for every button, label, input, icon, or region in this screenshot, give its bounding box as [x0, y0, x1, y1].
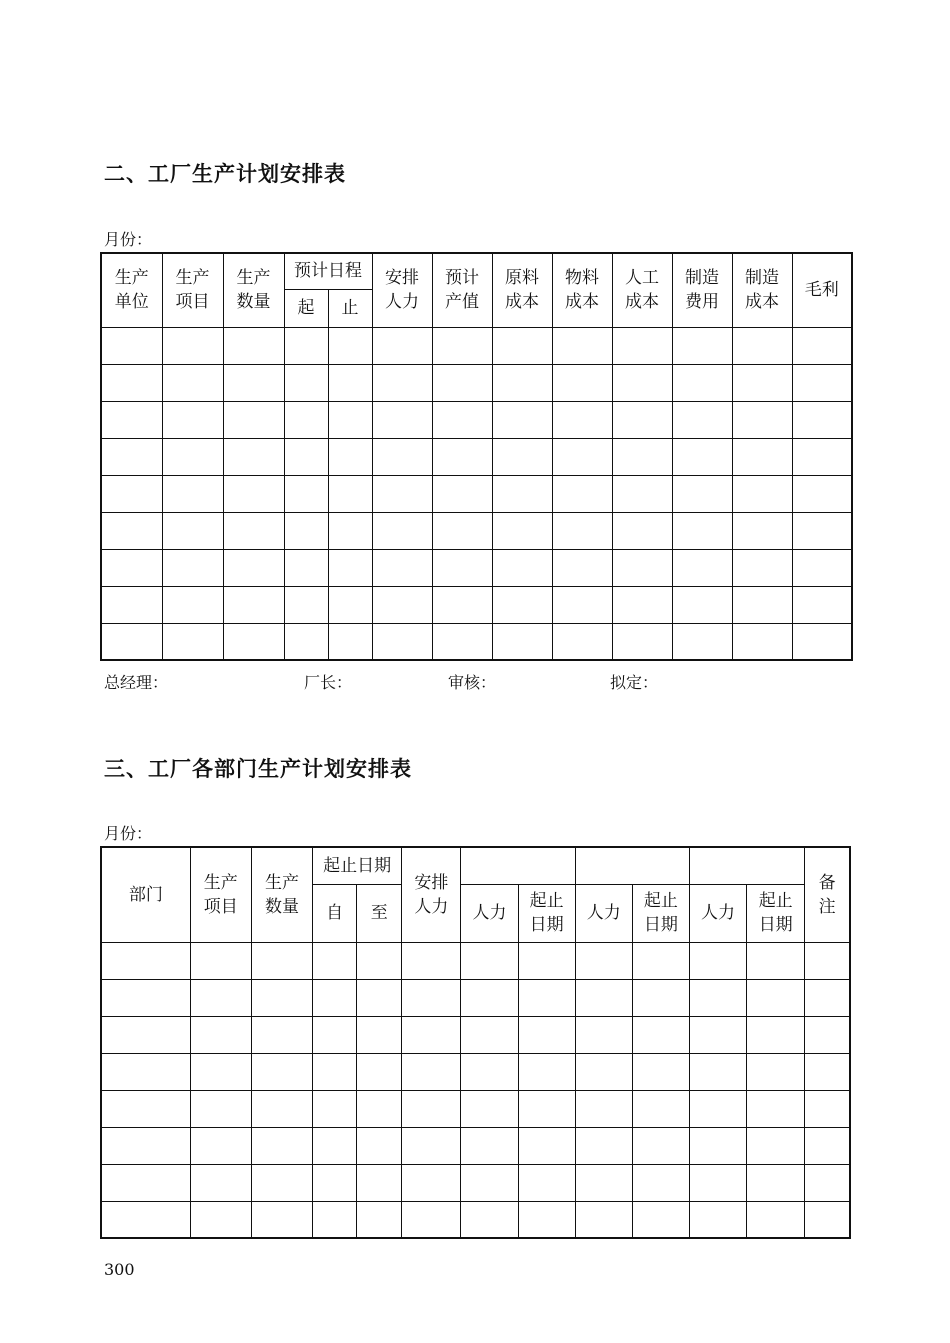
header-to: 至	[357, 884, 402, 942]
table-cell[interactable]	[101, 586, 162, 623]
table-cell[interactable]	[672, 327, 732, 364]
table-cell[interactable]	[223, 549, 284, 586]
table-cell[interactable]	[101, 401, 162, 438]
table-cell[interactable]	[402, 1016, 461, 1053]
page-number: 300	[104, 1260, 135, 1279]
table-cell[interactable]	[792, 623, 852, 660]
table-cell[interactable]	[518, 1127, 575, 1164]
header-end: 止	[328, 289, 372, 327]
table-cell[interactable]	[492, 401, 552, 438]
table-cell[interactable]	[251, 1016, 312, 1053]
table-cell[interactable]	[612, 438, 672, 475]
table-cell[interactable]	[518, 942, 575, 979]
table-cell[interactable]	[223, 623, 284, 660]
table-cell[interactable]	[313, 942, 357, 979]
table-cell[interactable]	[101, 438, 162, 475]
production-plan-table	[100, 252, 853, 661]
table-cell[interactable]	[632, 1053, 689, 1090]
table-cell[interactable]	[492, 549, 552, 586]
table-cell[interactable]	[492, 512, 552, 549]
table-cell[interactable]	[357, 942, 402, 979]
table-cell[interactable]	[747, 1090, 805, 1127]
table-cell[interactable]	[805, 1164, 850, 1201]
table-cell[interactable]	[313, 1127, 357, 1164]
signature-draft: 拟定：	[610, 673, 659, 692]
table-cell[interactable]	[747, 1201, 805, 1238]
table-row	[101, 512, 852, 549]
table-cell[interactable]	[357, 1201, 402, 1238]
table-cell[interactable]	[805, 1016, 850, 1053]
table-cell[interactable]	[518, 1164, 575, 1201]
table-cell[interactable]	[612, 327, 672, 364]
table-cell[interactable]	[575, 979, 632, 1016]
table-row	[101, 549, 852, 586]
table-cell[interactable]	[612, 549, 672, 586]
table-cell[interactable]	[612, 512, 672, 549]
table-cell[interactable]	[689, 1127, 746, 1164]
table-cell[interactable]	[357, 1053, 402, 1090]
table-cell[interactable]	[612, 364, 672, 401]
table-cell[interactable]	[190, 1053, 251, 1090]
table-cell[interactable]	[284, 549, 328, 586]
table-cell[interactable]	[162, 475, 223, 512]
table-cell[interactable]	[357, 1016, 402, 1053]
table-cell[interactable]	[372, 475, 432, 512]
table-cell[interactable]	[432, 364, 492, 401]
table-cell[interactable]	[461, 1090, 518, 1127]
table-cell[interactable]	[612, 401, 672, 438]
table-cell[interactable]	[672, 586, 732, 623]
table-cell[interactable]	[372, 401, 432, 438]
table-cell[interactable]	[101, 623, 162, 660]
table-cell[interactable]	[805, 1127, 850, 1164]
table-cell[interactable]	[461, 1127, 518, 1164]
table-cell[interactable]	[402, 1053, 461, 1090]
table-cell[interactable]	[402, 1201, 461, 1238]
table-cell[interactable]	[402, 1127, 461, 1164]
table-cell[interactable]	[632, 1016, 689, 1053]
table-cell[interactable]	[575, 1016, 632, 1053]
table-cell[interactable]	[328, 512, 372, 549]
table-cell[interactable]	[190, 1127, 251, 1164]
table-cell[interactable]	[284, 401, 328, 438]
table-cell[interactable]	[518, 979, 575, 1016]
table-cell[interactable]	[313, 1201, 357, 1238]
table-cell[interactable]	[792, 401, 852, 438]
table-row	[101, 979, 850, 1016]
table-cell[interactable]	[432, 623, 492, 660]
table-cell[interactable]	[223, 401, 284, 438]
table-cell[interactable]	[672, 512, 732, 549]
table-cell[interactable]	[372, 512, 432, 549]
table-cell[interactable]	[461, 1016, 518, 1053]
table-cell[interactable]	[461, 1053, 518, 1090]
table-row	[101, 1127, 850, 1164]
table-cell[interactable]	[432, 512, 492, 549]
table-cell[interactable]	[372, 438, 432, 475]
table-cell[interactable]	[552, 623, 612, 660]
table-cell[interactable]	[162, 438, 223, 475]
table-cell[interactable]	[328, 623, 372, 660]
table-cell[interactable]	[792, 586, 852, 623]
section2-month-label: 月份：	[104, 230, 153, 249]
table-cell[interactable]	[672, 623, 732, 660]
table-cell[interactable]	[747, 1053, 805, 1090]
table-cell[interactable]	[461, 1201, 518, 1238]
table-cell[interactable]	[357, 1127, 402, 1164]
section2-title: 二、工厂生产计划安排表	[104, 162, 346, 186]
table-row	[101, 327, 852, 364]
table-cell[interactable]	[575, 1090, 632, 1127]
table-cell[interactable]	[251, 1090, 312, 1127]
table-cell[interactable]	[689, 1016, 746, 1053]
table-cell[interactable]	[101, 1090, 190, 1127]
table-cell[interactable]	[732, 586, 792, 623]
table-cell[interactable]	[162, 364, 223, 401]
header-dept-production-qty: 生产数量	[251, 847, 312, 942]
table-cell[interactable]	[805, 942, 850, 979]
table-cell[interactable]	[101, 512, 162, 549]
table-cell[interactable]	[251, 1164, 312, 1201]
header-material-cost: 原料成本	[492, 253, 552, 327]
table-cell[interactable]	[432, 401, 492, 438]
signature-factory-director: 厂长：	[304, 673, 353, 692]
table-cell[interactable]	[101, 327, 162, 364]
table-row	[101, 942, 850, 979]
header-manpower-1: 人力	[461, 884, 518, 942]
table-cell[interactable]	[284, 364, 328, 401]
table-cell[interactable]	[747, 1164, 805, 1201]
table-cell[interactable]	[792, 364, 852, 401]
table-cell[interactable]	[251, 1053, 312, 1090]
table-cell[interactable]	[402, 942, 461, 979]
table-cell[interactable]	[101, 1164, 190, 1201]
table-cell[interactable]	[632, 1201, 689, 1238]
table-row	[101, 401, 852, 438]
table-cell[interactable]	[223, 364, 284, 401]
table-cell[interactable]	[805, 979, 850, 1016]
header-start: 起	[284, 289, 328, 327]
table-cell[interactable]	[432, 438, 492, 475]
table-cell[interactable]	[162, 623, 223, 660]
table-cell[interactable]	[313, 979, 357, 1016]
header-mfg-cost: 制造成本	[732, 253, 792, 327]
table-cell[interactable]	[518, 1201, 575, 1238]
table-cell[interactable]	[672, 475, 732, 512]
header-department: 部门	[101, 847, 190, 942]
table-cell[interactable]	[357, 1090, 402, 1127]
table-cell[interactable]	[805, 1053, 850, 1090]
table-cell[interactable]	[284, 512, 328, 549]
table-cell[interactable]	[223, 438, 284, 475]
section3-month-label: 月份：	[104, 824, 153, 843]
table-cell[interactable]	[732, 364, 792, 401]
table-cell[interactable]	[672, 364, 732, 401]
table-cell[interactable]	[223, 475, 284, 512]
header-from: 自	[313, 884, 357, 942]
table-cell[interactable]	[432, 549, 492, 586]
table-cell[interactable]	[223, 327, 284, 364]
table-cell[interactable]	[251, 1127, 312, 1164]
table-cell[interactable]	[372, 549, 432, 586]
table-cell[interactable]	[575, 1127, 632, 1164]
table-cell[interactable]	[190, 1090, 251, 1127]
table-cell[interactable]	[190, 942, 251, 979]
table-cell[interactable]	[101, 475, 162, 512]
table-cell[interactable]	[101, 942, 190, 979]
table-cell[interactable]	[101, 979, 190, 1016]
table-row	[101, 1016, 850, 1053]
table-cell[interactable]	[805, 1090, 850, 1127]
table-cell[interactable]	[552, 327, 612, 364]
table-cell[interactable]	[492, 438, 552, 475]
table-cell[interactable]	[313, 1053, 357, 1090]
table-cell[interactable]	[492, 327, 552, 364]
table-cell[interactable]	[732, 549, 792, 586]
table-cell[interactable]	[162, 549, 223, 586]
table-cell[interactable]	[223, 586, 284, 623]
table-cell[interactable]	[632, 1164, 689, 1201]
table-cell[interactable]	[284, 438, 328, 475]
table-cell[interactable]	[632, 1127, 689, 1164]
table-cell[interactable]	[190, 979, 251, 1016]
table-cell[interactable]	[402, 1090, 461, 1127]
table-cell[interactable]	[284, 586, 328, 623]
table-cell[interactable]	[518, 1090, 575, 1127]
table-cell[interactable]	[372, 327, 432, 364]
table-row	[101, 364, 852, 401]
table-cell[interactable]	[792, 438, 852, 475]
table-cell[interactable]	[792, 512, 852, 549]
table-cell[interactable]	[432, 475, 492, 512]
table-cell[interactable]	[552, 586, 612, 623]
table-cell[interactable]	[575, 1164, 632, 1201]
table-cell[interactable]	[357, 979, 402, 1016]
header-gross-profit: 毛利	[792, 253, 852, 327]
table-cell[interactable]	[689, 942, 746, 979]
table-cell[interactable]	[372, 364, 432, 401]
header-group-3	[689, 847, 804, 884]
table-cell[interactable]	[328, 401, 372, 438]
table-row	[101, 1053, 850, 1090]
table-cell[interactable]	[284, 327, 328, 364]
header-labor: 安排人力	[372, 253, 432, 327]
department-plan-table	[100, 846, 851, 1239]
table-cell[interactable]	[101, 1053, 190, 1090]
table-cell[interactable]	[552, 438, 612, 475]
table-cell[interactable]	[575, 942, 632, 979]
table-cell[interactable]	[552, 401, 612, 438]
table-cell[interactable]	[672, 549, 732, 586]
header-group-1	[461, 847, 575, 884]
header-production-qty: 生产数量	[223, 253, 284, 327]
section3-title: 三、工厂各部门生产计划安排表	[104, 757, 412, 781]
table-cell[interactable]	[747, 1016, 805, 1053]
header-dept-labor: 安排人力	[402, 847, 461, 942]
header-remarks: 备注	[805, 847, 850, 942]
table-cell[interactable]	[792, 475, 852, 512]
table-row	[101, 438, 852, 475]
header-supplies-cost: 物料成本	[552, 253, 612, 327]
table-cell[interactable]	[732, 623, 792, 660]
table-cell[interactable]	[190, 1016, 251, 1053]
table-cell[interactable]	[689, 1053, 746, 1090]
table-cell[interactable]	[552, 475, 612, 512]
table-cell[interactable]	[552, 549, 612, 586]
table-cell[interactable]	[328, 586, 372, 623]
table-cell[interactable]	[101, 1127, 190, 1164]
table-cell[interactable]	[402, 979, 461, 1016]
table-cell[interactable]	[162, 586, 223, 623]
table-cell[interactable]	[575, 1201, 632, 1238]
table-cell[interactable]	[492, 475, 552, 512]
table-cell[interactable]	[689, 979, 746, 1016]
table-cell[interactable]	[632, 1090, 689, 1127]
table-cell[interactable]	[402, 1164, 461, 1201]
table-row	[101, 1090, 850, 1127]
table-cell[interactable]	[792, 327, 852, 364]
signature-general-manager: 总经理：	[104, 673, 169, 692]
table-cell[interactable]	[251, 1201, 312, 1238]
table-cell[interactable]	[372, 586, 432, 623]
table-cell[interactable]	[612, 586, 672, 623]
table-cell[interactable]	[747, 1127, 805, 1164]
table-cell[interactable]	[313, 1090, 357, 1127]
table-cell[interactable]	[461, 942, 518, 979]
table-cell[interactable]	[223, 512, 284, 549]
table-cell[interactable]	[190, 1201, 251, 1238]
table-cell[interactable]	[251, 942, 312, 979]
table-cell[interactable]	[162, 512, 223, 549]
signature-review: 审核：	[448, 673, 497, 692]
table-cell[interactable]	[689, 1201, 746, 1238]
table-cell[interactable]	[689, 1090, 746, 1127]
table-cell[interactable]	[101, 1016, 190, 1053]
table-cell[interactable]	[732, 475, 792, 512]
header-manpower-2: 人力	[575, 884, 632, 942]
table-cell[interactable]	[518, 1016, 575, 1053]
table-cell[interactable]	[552, 512, 612, 549]
header-production-item: 生产项目	[162, 253, 223, 327]
header-labor-cost: 人工成本	[612, 253, 672, 327]
header-group-2	[575, 847, 689, 884]
header-dept-production-item: 生产项目	[190, 847, 251, 942]
table-cell[interactable]	[672, 401, 732, 438]
header-output-value: 预计产值	[432, 253, 492, 327]
table-cell[interactable]	[732, 401, 792, 438]
table-cell[interactable]	[101, 364, 162, 401]
table-cell[interactable]	[732, 512, 792, 549]
header-period-1: 起止日期	[518, 884, 575, 942]
table-cell[interactable]	[575, 1053, 632, 1090]
table-cell[interactable]	[328, 438, 372, 475]
table-cell[interactable]	[313, 1016, 357, 1053]
table-cell[interactable]	[612, 475, 672, 512]
table-cell[interactable]	[357, 1164, 402, 1201]
table-cell[interactable]	[492, 364, 552, 401]
table-cell[interactable]	[612, 623, 672, 660]
table-cell[interactable]	[101, 549, 162, 586]
table-cell[interactable]	[689, 1164, 746, 1201]
table-cell[interactable]	[747, 942, 805, 979]
table-cell[interactable]	[284, 475, 328, 512]
table-cell[interactable]	[328, 475, 372, 512]
table-cell[interactable]	[251, 979, 312, 1016]
header-planned-schedule: 预计日程	[284, 253, 372, 289]
table-cell[interactable]	[732, 327, 792, 364]
header-period-3: 起止日期	[747, 884, 805, 942]
table-cell[interactable]	[313, 1164, 357, 1201]
header-mfg-expense: 制造费用	[672, 253, 732, 327]
table-cell[interactable]	[805, 1201, 850, 1238]
header-manpower-3: 人力	[689, 884, 746, 942]
table-row	[101, 1164, 850, 1201]
table-cell[interactable]	[747, 979, 805, 1016]
table-cell[interactable]	[461, 1164, 518, 1201]
table-cell[interactable]	[552, 364, 612, 401]
table-cell[interactable]	[101, 1201, 190, 1238]
table-cell[interactable]	[284, 623, 328, 660]
table-cell[interactable]	[632, 979, 689, 1016]
table-cell[interactable]	[518, 1053, 575, 1090]
table-cell[interactable]	[190, 1164, 251, 1201]
table-cell[interactable]	[162, 327, 223, 364]
table-cell[interactable]	[432, 586, 492, 623]
table-cell[interactable]	[432, 327, 492, 364]
table-cell[interactable]	[492, 623, 552, 660]
table-cell[interactable]	[328, 327, 372, 364]
table-row	[101, 586, 852, 623]
table-cell[interactable]	[732, 438, 792, 475]
table-cell[interactable]	[372, 623, 432, 660]
header-period-2: 起止日期	[632, 884, 689, 942]
header-dept-dates: 起止日期	[313, 847, 402, 884]
table-cell[interactable]	[672, 438, 732, 475]
table-cell[interactable]	[792, 549, 852, 586]
table-row	[101, 1201, 850, 1238]
table-row	[101, 623, 852, 660]
table-cell[interactable]	[461, 979, 518, 1016]
table-cell[interactable]	[328, 549, 372, 586]
table-cell[interactable]	[162, 401, 223, 438]
header-production-unit: 生产单位	[101, 253, 162, 327]
table-cell[interactable]	[328, 364, 372, 401]
table-cell[interactable]	[632, 942, 689, 979]
table-cell[interactable]	[492, 586, 552, 623]
table-row	[101, 475, 852, 512]
